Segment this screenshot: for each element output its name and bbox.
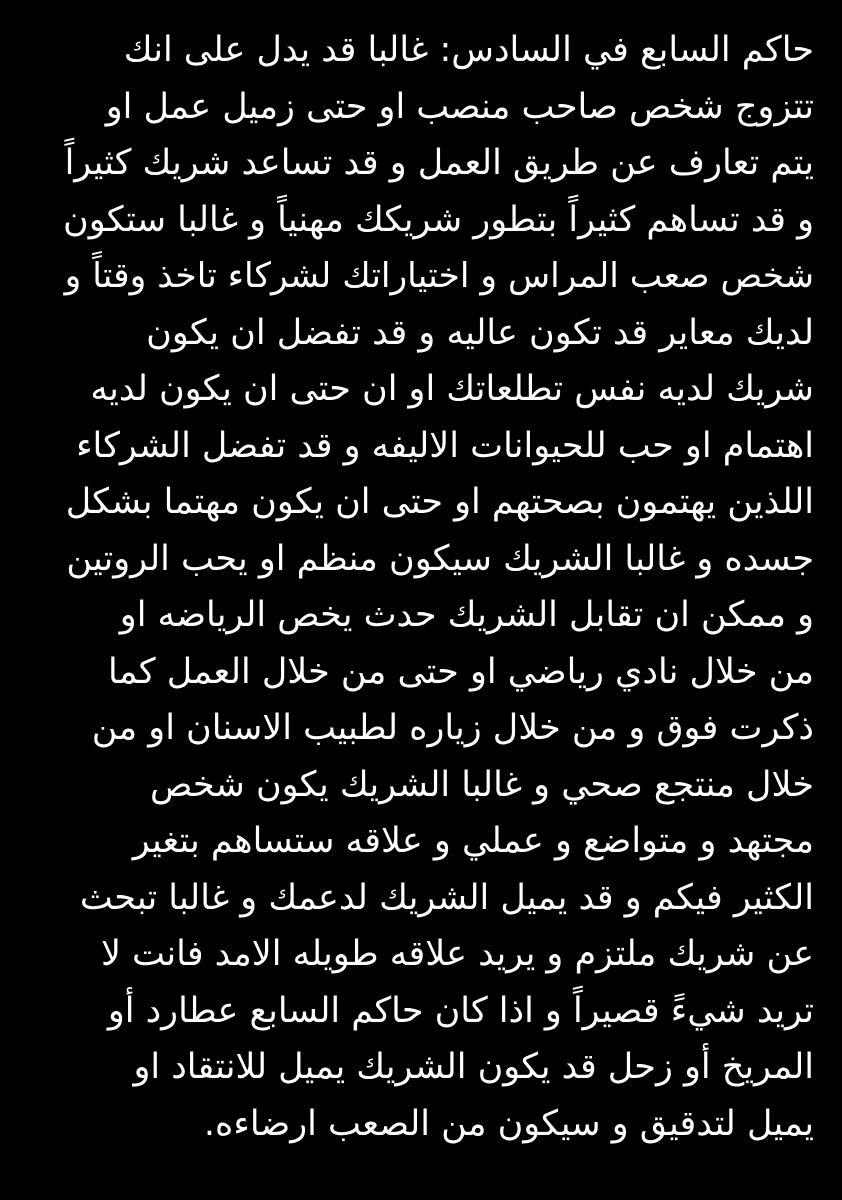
text-line: تريد شيءً قصيراً و اذا كان حاكم السابع عطارد أو [107, 990, 814, 1031]
text-line: المريخ أو زحل قد يكون الشريك يميل للانتقاد او [133, 1047, 814, 1087]
text-line: و قد تساهم كثيراً بتطور شريكك مهنياً و غالبا ستكون [63, 199, 814, 240]
text-line: يتم تعارف عن طريق العمل و قد تساعد شريك كثيراً [64, 143, 814, 183]
text-line: مجتهد و متواضع و عملي و علاقه ستساهم بتغير [132, 821, 814, 861]
text-line: عن شريك ملتزم و يريد علاقه طويله الامد فانت لا [100, 934, 814, 974]
text-line: تتزوج شخص صاحب منصب او حتى زميل عمل او [105, 86, 814, 127]
text-line: اللذين يهتمون بصحتهم او حتى ان يكون مهتما بشكل [65, 482, 814, 522]
text-line: لديك معاير قد تكون عاليه و قد تفضل ان يكون [146, 312, 814, 353]
text-line: حاكم السابع في السادس: غالبا قد يدل على انك [123, 30, 814, 70]
text-line: جسده و غالبا الشريك سيكون منظم او يحب الروتين [66, 538, 814, 579]
text-line: من خلال نادي رياضي او حتى من خلال العمل كما [108, 651, 814, 692]
text-line: خلال منتجع صحي و غالبا الشريك يكون شخص [150, 764, 814, 805]
text-line: يميل لتدقيق و سيكون من الصعب ارضاءه. [203, 1103, 814, 1144]
text-line: و ممكن ان تقابل الشريك حدث يخص الرياضه او [119, 595, 814, 635]
text-line: شخص صعب المراس و اختياراتك لشركاء تاخذ وقتاً و [64, 256, 814, 296]
text-line: شريك لديه نفس تطلعاتك او ان حتى ان يكون لديه [90, 369, 814, 409]
text-line: ذكرت فوق و من خلال زياره لطبيب الاسنان او من [91, 708, 814, 748]
body-text [58, 22, 814, 1152]
text-line: الكثير فيكم و قد يميل الشريك لدعمك و غالبا تبحث [79, 877, 814, 918]
text-line: اهتمام او حب للحيوانات الاليفه و قد تفضل الشركاء [76, 425, 814, 466]
